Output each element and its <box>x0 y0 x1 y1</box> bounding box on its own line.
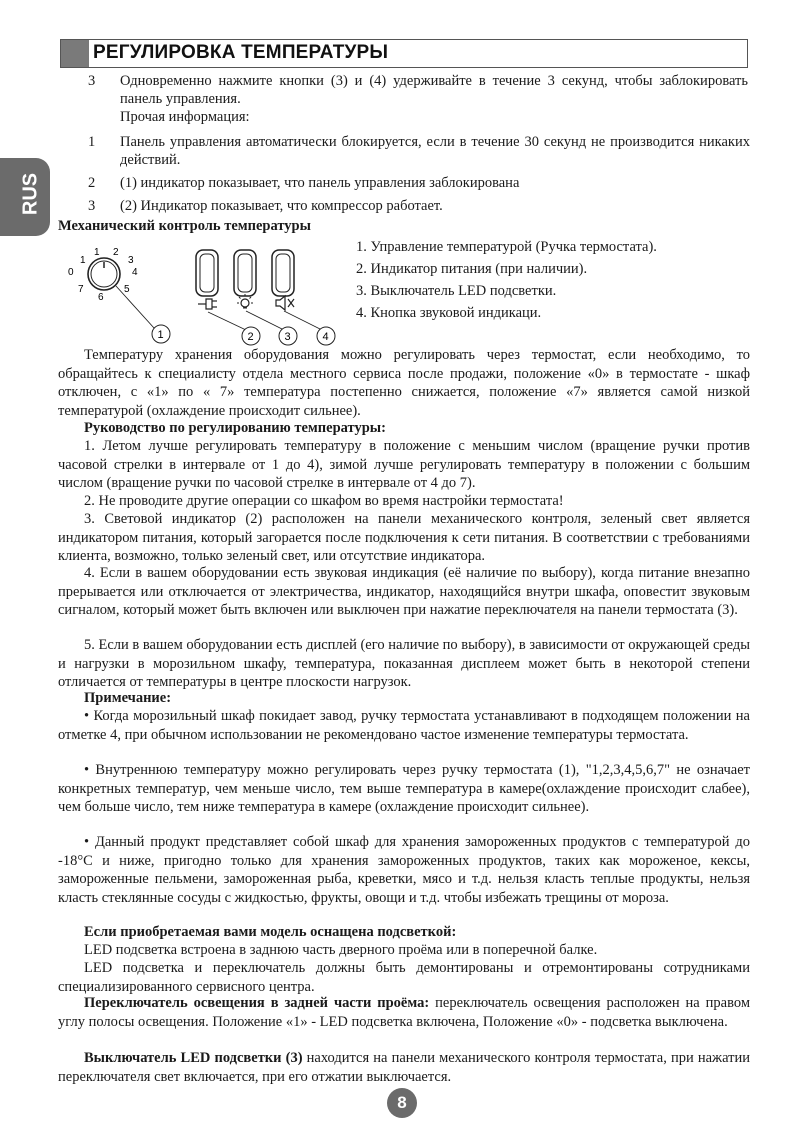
other-info-label: Прочая информация: <box>120 109 250 125</box>
switch-paragraph <box>58 994 750 1031</box>
dial-mark-0: 0 <box>68 267 74 278</box>
legend-item: 2. Индикатор питания (при наличии). <box>356 261 588 277</box>
guide-item: 4. Если в вашем оборудовании есть звуковая индикация (её наличие по выбору), когда питание внезапно прерывается или отключается от электричества, индикатор, находящийся внутри шкафа, оповестит звуковым сигналом, который может быть включен или выключен при нажатие переключателя на панели термостата (3). <box>58 565 750 619</box>
led-off-paragraph <box>58 1049 750 1086</box>
section-header <box>60 39 748 68</box>
note-heading: Примечание: <box>84 690 172 706</box>
mute-speaker-icon <box>276 296 294 310</box>
info-number: 1 <box>88 134 96 150</box>
page-title: РЕГУЛИРОВКА ТЕМПЕРАТУРЫ <box>93 42 389 63</box>
note-item: • Данный продукт представляет собой шкаф для хранения замороженных продуктов с температурой до -18°С и ниже, пригодно только для хранения замороженных продуктов, таких как мороженое, кексы, замороженные пельмени, замороженная рыба, креветки, мясо и т.д. нельзя класть теплые продукты, нельзя класть стеклянные сосуды с жидкостью, фрукты, овощи и т.д. чтобы избежать трещины от мороза. <box>58 834 750 906</box>
guide-item: 1. Летом лучше регулировать температуру в положение с меньшим числом (вращение ручки против часовой стрелки в интервале от 1 до 4), зимой лучше регулировать температуру в положении с большим числом (вращение ручки по часовой стрелке в интервале от 4 до 7). <box>58 438 750 492</box>
thermostat-panel-diagram <box>60 238 350 346</box>
thermostat-paragraph: Температуру хранения оборудования можно регулировать через термостат, если необходимо, то обращайтесь к специалисту отдела местного сервиса после продажи, положение «0» в термостате - шкаф отключен, с «1» по « 7» температура постепенно снижается, положение «7» является самой низкой температурой (охлаждение происходит сильнее). <box>58 347 750 419</box>
dial-mark-1: 1 <box>94 247 100 258</box>
led-heading: Если приобретаемая вами модель оснащена подсветкой: <box>84 924 457 940</box>
info-text: (2) Индикатор показывает, что компрессор работает. <box>120 198 443 214</box>
callout-3: 3 <box>284 331 291 343</box>
note-item: • Когда морозильный шкаф покидает завод, ручку термостата устанавливают в подходящем положении на отметке 4, при обычном использовании не рекомендовано частое изменение температуры термостата. <box>58 708 750 743</box>
legend-item: 1. Управление температурой (Ручка термостата). <box>356 239 657 255</box>
sound-button-slot <box>272 250 294 296</box>
thermostat-dial-icon <box>88 258 120 290</box>
legend-item: 4. Кнопка звуковой индикаци. <box>356 305 542 321</box>
language-tab-label: RUS <box>19 172 42 216</box>
switch-bold: Переключатель освещения в задней части проёма: <box>84 995 430 1011</box>
callout-4: 4 <box>322 331 329 343</box>
dial-mark-2: 2 <box>113 247 119 258</box>
info-text: Панель управления автоматически блокируется, если в течение 30 секунд не производится никаких действий. <box>120 134 750 168</box>
led-switch-slot <box>234 250 256 296</box>
led-paragraph: LED подсветка встроена в заднюю часть дверного проёма или в поперечной балке. <box>84 942 598 958</box>
dial-mark-3: 3 <box>128 255 134 266</box>
svg-text:1: 1 <box>80 255 86 266</box>
dial-mark-5: 5 <box>124 284 130 295</box>
page-number: 8 <box>387 1088 417 1118</box>
info-text: (1) индикатор показывает, что панель управления заблокирована <box>120 175 520 191</box>
plug-icon <box>198 299 217 309</box>
power-indicator-slot <box>196 250 218 296</box>
callout-2: 2 <box>247 331 254 343</box>
guide-item: 2. Не проводите другие операции со шкафом во время настройки термостата! <box>84 493 564 509</box>
guide-item: 3. Световой индикатор (2) расположен на панели механического контроля, зеленый свет является индикатором питания, который загорается после подключения к сети питания. В соответствии с требованиями клиента, возможно, только зеленый свет, или отсутствие индикатора. <box>58 511 750 565</box>
callout-1: 1 <box>157 329 164 341</box>
legend-item: 3. Выключатель LED подсветки. <box>356 283 557 299</box>
dial-mark-4: 4 <box>132 267 138 278</box>
off-bold: Выключатель LED подсветки (3) <box>84 1050 303 1066</box>
off-text: находится на панели механического контроля термостата, при нажатии переключателя свет включается, при его отжатии выключается. <box>58 1050 750 1085</box>
step-text: Одновременно нажмите кнопки (3) и (4) удерживайте в течение 3 секунд, чтобы заблокировать панель управления. <box>120 73 748 107</box>
note-item: • Внутреннюю температуру можно регулировать через ручку термостата (1), "1,2,3,4,5,6,7" не означает конкретных температур, чем меньше число, тем выше температура в камере(охлаждение происходит слабее), чем больше число, тем ниже температура в камере (охлаждение происходит сильнее). <box>58 762 750 816</box>
mech-control-heading: Механический контроль температуры <box>58 218 311 234</box>
led-paragraph: LED подсветка и переключатель должны быть демонтированы и отремонтированы сотрудниками специализированного сервисного центра. <box>58 960 750 995</box>
dial-mark-7: 7 <box>78 284 84 295</box>
header-accent <box>61 40 89 67</box>
switch-text: переключатель освещения расположен на правом углу полосы освещения. Положение «1» - LED подсветка включена, Положение «0» - подсветка выключена. <box>58 995 750 1030</box>
guide-item: 5. Если в вашем оборудовании есть дисплей (его наличие по выбору), в зависимости от окружающей среды и нагрузки в морозильном шкафу, температура, показанная дисплеем может быть в некоторой степени отличается от температуры в центре плоскости нагрузок. <box>58 637 751 691</box>
info-number: 3 <box>88 198 96 214</box>
guide-heading: Руководство по регулированию температуры: <box>84 420 386 436</box>
step-number: 3 <box>88 73 96 89</box>
dial-mark-6: 6 <box>98 292 104 303</box>
info-number: 2 <box>88 175 96 191</box>
